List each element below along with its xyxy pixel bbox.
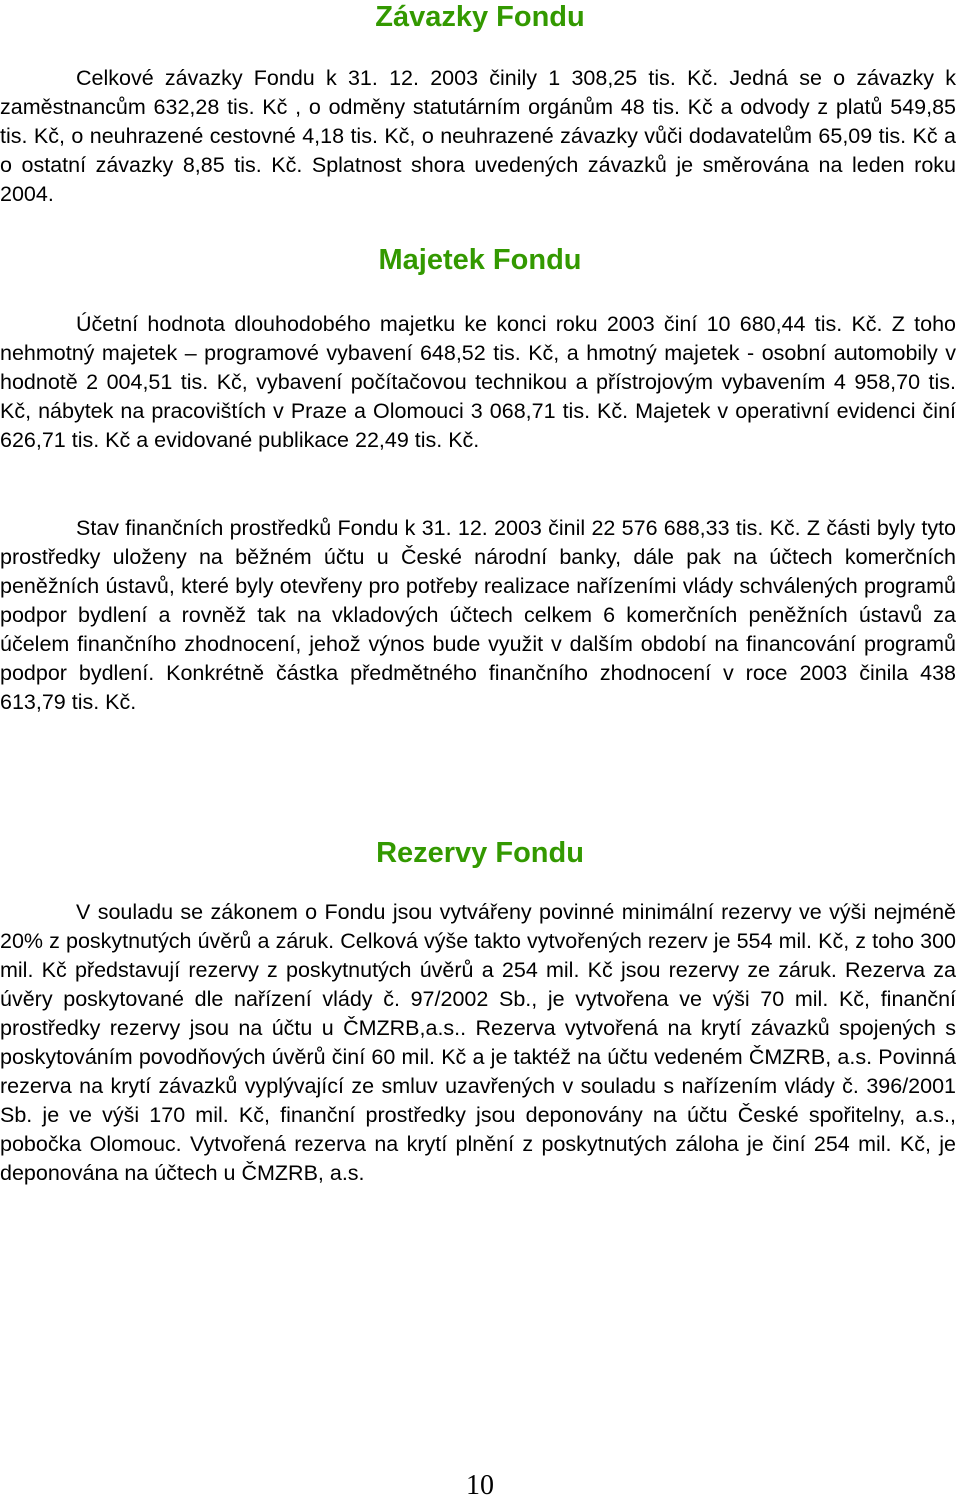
paragraph-majetek: Účetní hodnota dlouhodobého majetku ke konci roku 2003 činí 10 680,44 tis. Kč. Z toho nehmotný majetek – programové vybavení 648,52 tis. Kč, a hmotný majetek - osobní automobily v hodnotě 2 004,51 tis. Kč, vybavení počítačovou technikou a přístrojovým vybavením 4 958,70 tis. Kč, nábytek na pracovištích v Praze a Olomouci 3 068,71 tis. Kč. Majetek v operativní evidenci činí 626,71 tis. Kč a evidované publikace 22,49 tis. Kč.	[0, 312, 956, 452]
page-number: 10	[466, 1470, 494, 1501]
section-heading-zavazky: Závazky Fondu	[375, 1, 585, 33]
section-heading-rezervy: Rezervy Fondu	[376, 837, 584, 869]
paragraph-financni-prostredky: Stav finančních prostředků Fondu k 31. 12. 2003 činil 22 576 688,33 tis. Kč. Z části byly tyto prostředky uloženy na běžném účtu u České národní banky, dále pak na účtech komerčních peněžních ústavů, které byly otevřeny pro potřeby realizace nařízeními vlády schválených programů podpor bydlení a rovněž tak na vkladových účtech celkem 6 komerčních peněžních ústavů za účelem finančního zhodnocení, jehož výnos bude využit v dalším období na financování programů podpor bydlení. Konkrétně částka předmětného finančního zhodnocení v roce 2003 činila 438 613,79 tis. Kč.	[0, 516, 956, 714]
paragraph-rezervy: V souladu se zákonem o Fondu jsou vytvářeny povinné minimální rezervy ve výši nejméně 20% z poskytnutých úvěrů a záruk. Celková výše takto vytvořených rezerv je 554 mil. Kč, z toho 300 mil. Kč představují rezervy z poskytnutých úvěrů a 254 mil. Kč jsou rezervy ze záruk. Rezerva za úvěry poskytované dle nařízení vlády č. 97/2002 Sb., je vytvořena ve výši 70 mil. Kč, finanční prostředky rezervy jsou na účtu u ČMZRB,a.s.. Rezerva vytvořená na krytí závazků spojených s poskytováním povodňových úvěrů činí 60 mil. Kč a je taktéž na účtu vedeném ČMZRB, a.s. Povinná rezerva na krytí závazků vyplývající ze smluv uzavřených v souladu s nařízením vlády č. 396/2001 Sb. je ve výši 170 mil. Kč, finanční prostředky jsou deponovány na účtu České spořitelny, a.s., pobočka Olomouc. Vytvořená rezerva na krytí plnění z poskytnutých záloha je činí 254 mil. Kč, je deponována na účtech u ČMZRB, a.s.	[0, 900, 956, 1185]
section-heading-majetek: Majetek Fondu	[378, 244, 582, 276]
paragraph-zavazky: Celkové závazky Fondu k 31. 12. 2003 činily 1 308,25 tis. Kč. Jedná se o závazky k zaměstnancům 632,28 tis. Kč , o odměny statutárním orgánům 48 tis. Kč a odvody z platů 549,85 tis. Kč, o neuhrazené cestovné 4,18 tis. Kč, o neuhrazené závazky vůči dodavatelům 65,09 tis. Kč a o ostatní závazky 8,85 tis. Kč. Splatnost shora uvedených závazků je směrována na leden roku 2004.	[0, 66, 956, 206]
